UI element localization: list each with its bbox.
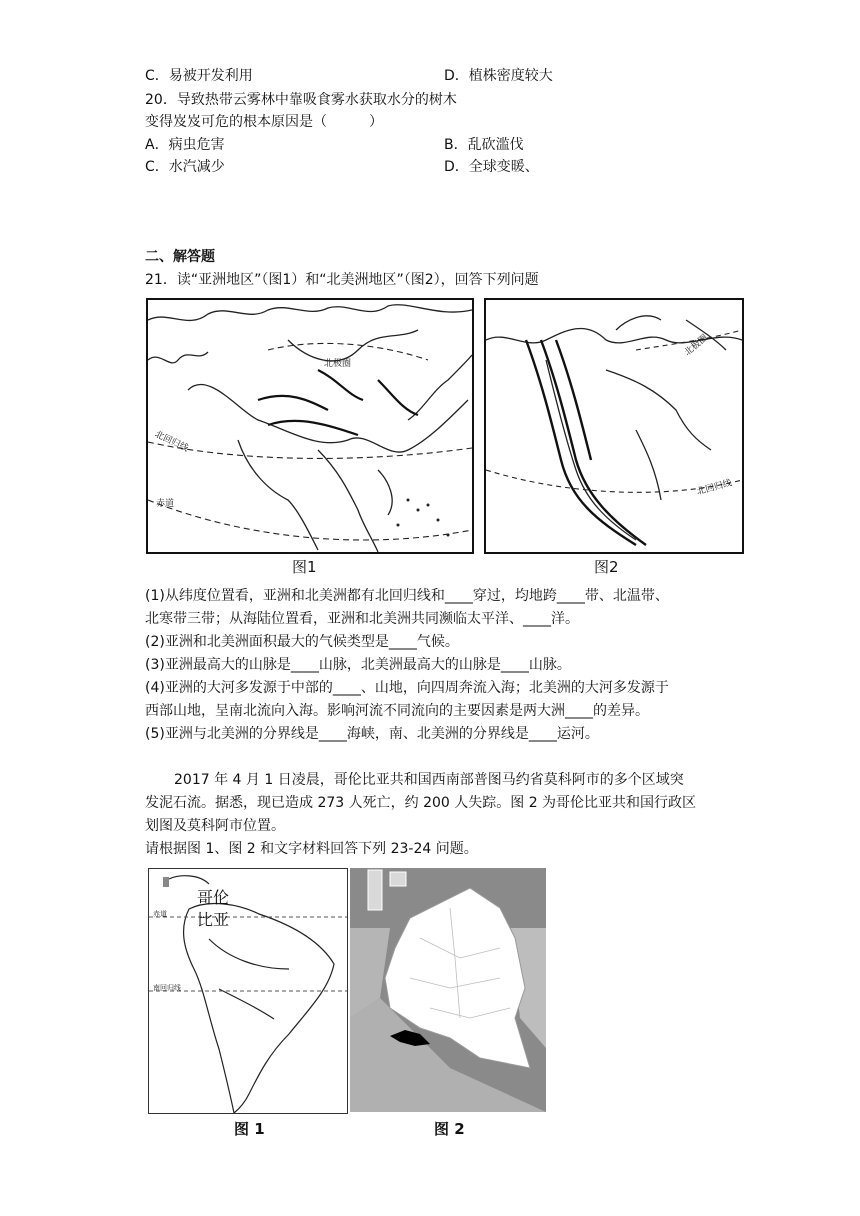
q21-stem: 21．读“亚洲地区”（图1）和“北美洲地区”（图2），回答下列问题: [145, 272, 539, 288]
sa-fig1-caption: 图 1: [234, 1120, 265, 1138]
q21-part4-line2: 西部山地，呈南北流向入海。影响河流不同流向的主要因素是两大洲____的差异。: [145, 703, 649, 719]
sa-country-label-1: 哥伦: [197, 888, 230, 907]
passage-line2: 发泥石流。据悉，现已造成 273 人死亡，约 200 人失踪。图 2 为哥伦比亚共和国行政区: [145, 795, 697, 811]
q20-option-a: A．病虫危害: [145, 137, 225, 153]
q19-option-d: D．植株密度较大: [444, 68, 553, 84]
colombia-map-drawing: [350, 868, 546, 1112]
q21-part5: (5)亚洲与北美洲的分界线是____海峡，南、北美洲的分界线是____运河。: [145, 726, 599, 742]
q20-stem-line1: 20．导致热带云雾林中靠吸食雾水获取水分的树木: [145, 92, 457, 108]
q20-stem-line2: 变得岌岌可危的根本原因是（ ）: [145, 114, 383, 130]
north-america-map: [484, 298, 744, 554]
q21-part3: (3)亚洲最高大的山脉是____山脉，北美洲最高大的山脉是____山脉。: [145, 657, 571, 673]
asia-equator-label: 赤道: [156, 499, 175, 509]
sa-equator-label: 赤道: [153, 910, 167, 918]
q20-option-d: D．全球变暖、: [444, 159, 539, 175]
q19-option-c: C．易被开发利用: [145, 68, 253, 84]
sa-inset-box: [163, 877, 169, 887]
sa-tropic-label: 南回归线: [153, 984, 181, 992]
asia-map: [146, 298, 474, 554]
passage-line3: 划图及莫科阿市位置。: [145, 818, 285, 834]
q21-part4-line1: (4)亚洲的大河多发源于中部的____、山地，向四周奔流入海；北美洲的大河多发源于: [145, 680, 669, 696]
asia-tropic-label: 北回归线: [152, 429, 190, 455]
q20-option-b: B．乱砍滥伐: [444, 137, 524, 153]
q21-part2: (2)亚洲和北美洲面积最大的气候类型是____气候。: [145, 634, 459, 650]
section-title: 二、解答题: [145, 249, 215, 265]
q21-part1-line2: 北寒带三带；从海陆位置看，亚洲和北美洲共同濒临太平洋、____洋。: [145, 611, 579, 627]
fig1-caption: 图1: [292, 558, 317, 576]
south-america-map: [148, 868, 348, 1114]
asia-map-drawing: [148, 300, 472, 552]
sa-fig2-caption: 图 2: [434, 1120, 465, 1138]
q20-option-c: C．水汽减少: [145, 159, 225, 175]
colombia-map: [350, 868, 546, 1112]
fig2-caption: 图2: [594, 558, 619, 576]
passage-line4: 请根据图 1、图 2 和文字材料回答下列 23-24 问题。: [145, 841, 478, 857]
sa-country-label-2: 比亚: [197, 910, 230, 929]
passage-line1: 2017 年 4 月 1 日凌晨，哥伦比亚共和国西南部普图马约省莫科阿市的多个区域突: [174, 772, 684, 788]
na-arctic-label: 北极圈: [682, 333, 711, 359]
q21-part1-line1: (1)从纬度位置看，亚洲和北美洲都有北回归线和____穿过，均地跨____带、北温带、: [145, 588, 669, 604]
asia-arctic-label: 北极圈: [324, 359, 352, 369]
na-tropic-label: 北回归线: [695, 478, 734, 498]
